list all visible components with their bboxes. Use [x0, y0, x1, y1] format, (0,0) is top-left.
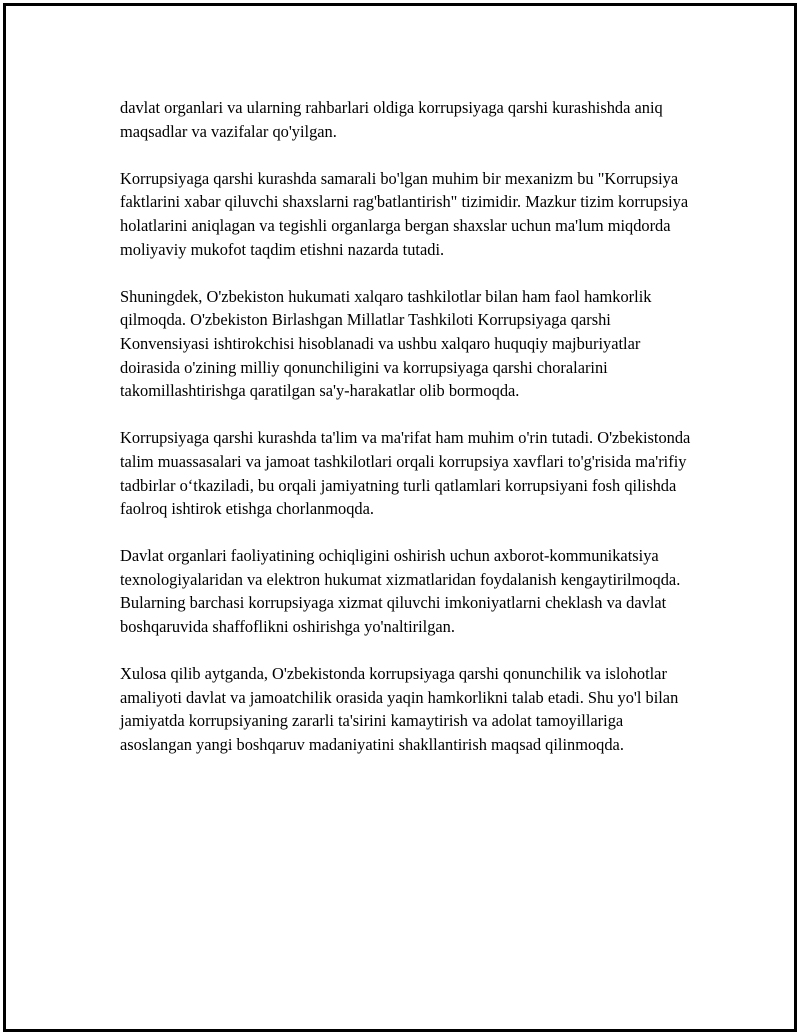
paragraph-5: Davlat organlari faoliyatining ochiqligini oshirish uchun axborot-kommunikatsiya texnologiyalaridan va elektron hukumat xizmatlaridan foydalanish kengaytirilmoqda. Bularning barchasi korrupsiyaga xizmat qiluvchi imkoniyatlarni cheklash va davlat boshqaruvida shaffoflikni oshirishga yo'naltirilgan.: [120, 546, 681, 637]
paragraph-3: Shuningdek, O'zbekiston hukumati xalqaro tashkilotlar bilan ham faol hamkorlik qilmoqda. O'zbekiston Birlashgan Millatlar Tashkiloti Korrupsiyaga qarshi Konvensiyasi ishtirokchisi hisoblanadi va ushbu xalqaro huquqiy majburiyatlar doirasida o'zining milliy qonunchiligini va korrupsiyaga qarshi choralarini takomillashtirishga qaratilgan sa'y-harakatlar olib bormoqda.: [120, 286, 652, 401]
paragraph-1: davlat organlari va ularning rahbarlari oldiga korrupsiyaga qarshi kurashishda aniq maqsadlar va vazifalar qo'yilgan.: [120, 98, 663, 141]
document-body: [120, 96, 692, 780]
page-frame: [3, 3, 797, 1032]
paragraph-6: Xulosa qilib aytganda, O'zbekistonda korrupsiyaga qarshi qonunchilik va islohotlar amaliyoti davlat va jamoatchilik orasida yaqin hamkorlikni talab etadi. Shu yo'l bilan jamiyatda korrupsiyaning zararli ta'sirini kamaytirish va adolat tamoyillariga asoslangan yangi boshqaruv madaniyatini shakllantirish maqsad qilinmoqda.: [120, 664, 679, 755]
paragraph-2: Korrupsiyaga qarshi kurashda samarali bo'lgan muhim bir mexanizm bu "Korrupsiya faktlarini xabar qiluvchi shaxslarni rag'batlantirish" tizimidir. Mazkur tizim korrupsiya holatlarini aniqlagan va tegishli organlarga bergan shaxslar uchun ma'lum miqdorda moliyaviy mukofot taqdim etishni nazarda tutadi.: [120, 168, 689, 259]
paragraph-4: Korrupsiyaga qarshi kurashda ta'lim va ma'rifat ham muhim o'rin tutadi. O'zbekistonda talim muassasalari va jamoat tashkilotlari orqali korrupsiya xavflari to'g'risida ma'rifiy tadbirlar o‘tkaziladi, bu orqali jamiyatning turli qatlamlari korrupsiyani fosh qilishda faolroq ishtirok etishga chorlanmoqda.: [120, 428, 691, 519]
